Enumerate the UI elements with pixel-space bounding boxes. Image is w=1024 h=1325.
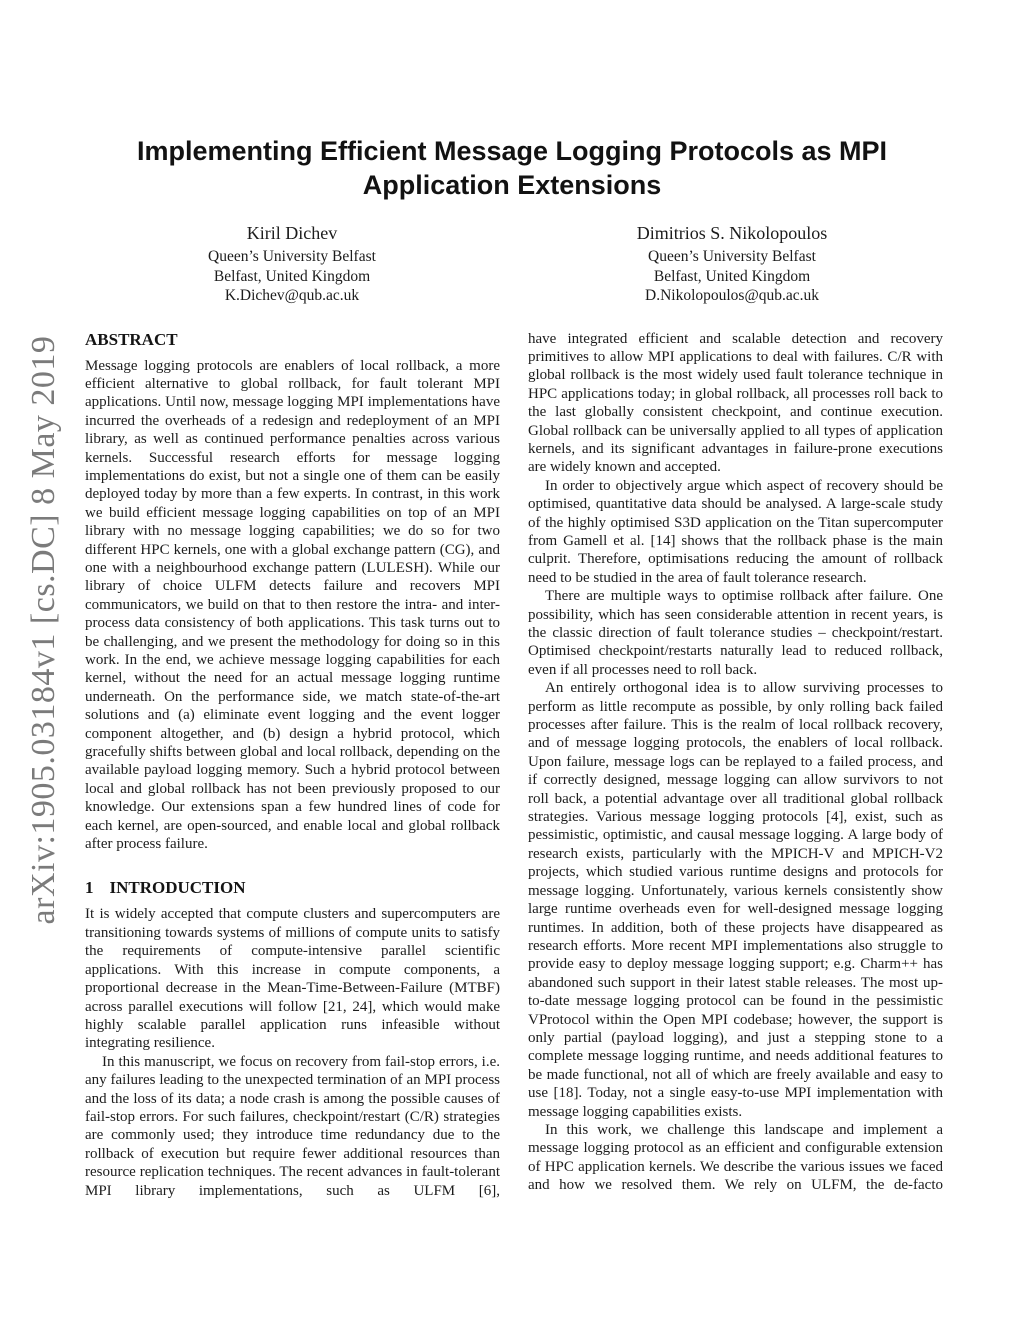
paragraph: have integrated efficient and scalable detection and recovery primitives to allow MPI applications to deal with failures. C/R with global rollback is the most widely used fault tolerance technique in HPC applications today; in global rollback, all processes roll back to the last globally consistent checkpoint, and continue execution. Global rollback can be universally applied to all types of application kernels, and its significant advantages in failure-prone executions are widely known and accepted.: [528, 330, 943, 476]
two-column-body: [85, 330, 948, 1200]
author-name: Kiril Dichev: [246, 223, 338, 243]
right-column: [528, 330, 943, 1200]
paragraph: It is widely accepted that compute clusters and supercomputers are transitioning towards systems of millions of compute units to satisfy the requirements of compute-intensive parallel scientific applications. With this increase in compute components, a proportional decrease in the Mean-Time-Between-Failure (MTBF) across parallel executions will follow [21, 24], which would make highly scalable parallel application runs infeasible without integrating resilience.: [85, 906, 500, 1052]
left-column: [85, 330, 500, 1200]
paragraph: In this work, we challenge this landscape and implement a message logging protocol as an efficient and configurable extension of HPC application kernels. We describe the various issues we faced and how we resolved them. We rely on ULFM, the de-facto: [528, 1121, 943, 1194]
author-block-2: [512, 222, 952, 306]
section-heading-introduction: [85, 878, 500, 898]
author-section: [72, 222, 952, 306]
author-name: Dimitrios S. Nikolopoulos: [636, 223, 828, 243]
section-title: INTRODUCTION: [109, 878, 246, 898]
author-affiliation: Queen’s University Belfast: [648, 248, 816, 265]
arxiv-watermark: arXiv:1905.03184v1 [cs.DC] 8 May 2019: [25, 335, 62, 925]
paragraph: There are multiple ways to optimise rollback after failure. One possibility, which has seen considerable attention in recent years, is the classic direction of fault tolerance studies – checkpoint/restart. Optimised checkpoint/restarts naturally lead to reduced rollback, even if all processes need to roll back.: [528, 588, 943, 678]
author-block-1: [72, 222, 512, 306]
author-location: Belfast, United Kingdom: [653, 267, 811, 285]
abstract-text: Message logging protocols are enablers of local rollback, a more efficient alternative to global rollback, for fault tolerant MPI applications. Until now, message logging MPI implementations have incurred the overheads of a redesign and redeployment of an MPI library, as well as continued performance penalties across various kernels. Successful research efforts for message logging implementations do exist, but not a single one of them can be easily deployed today by more than a few experts. In contrast, in this work we build efficient message logging capabilities on top of an MPI library with no message logging capabilities; we do so for two different HPC kernels, one with a global exchange pattern (CG), and one with a neighbourhood exchange pattern (LULESH). While our library of choice ULFM detects failure and recovers MPI communicators, we build on that to then restore the intra- and inter-process data consistency of both applications. This task turns out to be challenging, and we present the methodology for doing so in this work. In the end, we achieve message logging capabilities for each kernel, without the need for an actual message logging runtime underneath. On the performance side, we match state-of-the-art solutions and (a) eliminate event logging and the event logger component altogether, and (b) design a hybrid protocol, which gracefully shifts between global and local rollback, depending on the available payload logging memory. Such a hybrid protocol between local and global rollback has not been previously proposed to our knowledge. Our extensions span a few hundred lines of code for each kernel, are open-sourced, and enable local and global rollback after process failure.: [85, 357, 500, 853]
paragraph: In this manuscript, we focus on recovery from fail-stop errors, i.e. any failures leading to the unexpected termination of an MPI process and the loss of its data; a node crash is among the possible causes of fail-stop errors. For such failures, checkpoint/restart (C/R) strategies are commonly used; they introduce time redundancy due to the rollback of execution but require fewer additional resources than resource replication techniques. The recent advances in fault-tolerant MPI library implementations, such as ULFM [6],: [85, 1053, 500, 1199]
paragraph: An entirely orthogonal idea is to allow surviving processes to perform as little recompute as possible, by only rolling back failed processes after failure. This is the realm of local rollback recovery, and of message logging protocols, the enablers of local rollback. Upon failure, message logs can be replayed to a failed process, and if correctly designed, message logging can allow survivors to not roll back, a potential advantage over all traditional global rollback strategies. Various message logging protocols [4], exist, such as pessimistic, optimistic, and causal message logging. A large body of research exists, particularly with the MPICH-V and MPICH-V2 projects, which studied various runtime designs and protocols for message logging. Unfortunately, various kernels consistently show large runtime overheads even for well-designed message logging runtimes. In addition, both of these projects have disappeared as research efforts. More recent MPI implementations also struggle to provide easy to deploy message logging support; e.g. Charm++ has abandoned such support in their latest stable releases. The most up-to-date message logging protocol can be found in the pessimistic VProtocol within the Open MPI codebase; however, the support is only partial (payload logging), and just a stepping stone to a complete message logging runtime, and needs additional features to be made functional, not all of which are freely available and easy to use [18]. Today, not a single easy-to-use MPI implementation with message logging capabilities exists.: [528, 680, 943, 1120]
author-email: K.Dichev@qub.ac.uk: [224, 287, 360, 304]
abstract-heading: ABSTRACT: [85, 329, 178, 349]
author-affiliation: Queen’s University Belfast: [208, 248, 376, 265]
author-email: D.Nikolopoulos@qub.ac.uk: [645, 287, 819, 304]
paper-title: Implementing Efficient Message Logging Protocols as MPI Application Extensions: [136, 136, 888, 200]
author-location: Belfast, United Kingdom: [213, 267, 371, 285]
paragraph: In order to objectively argue which aspect of recovery should be optimised, quantitative data should be analysed. A large-scale study of the highly optimised S3D application on the Titan supercomputer from Gamell et al. [14] shows that the rollback phase is the main culprit. Therefore, optimisations reducing the amount of rollback need to be studied in the area of fault tolerance research.: [528, 477, 943, 586]
section-number: 1: [85, 878, 94, 898]
